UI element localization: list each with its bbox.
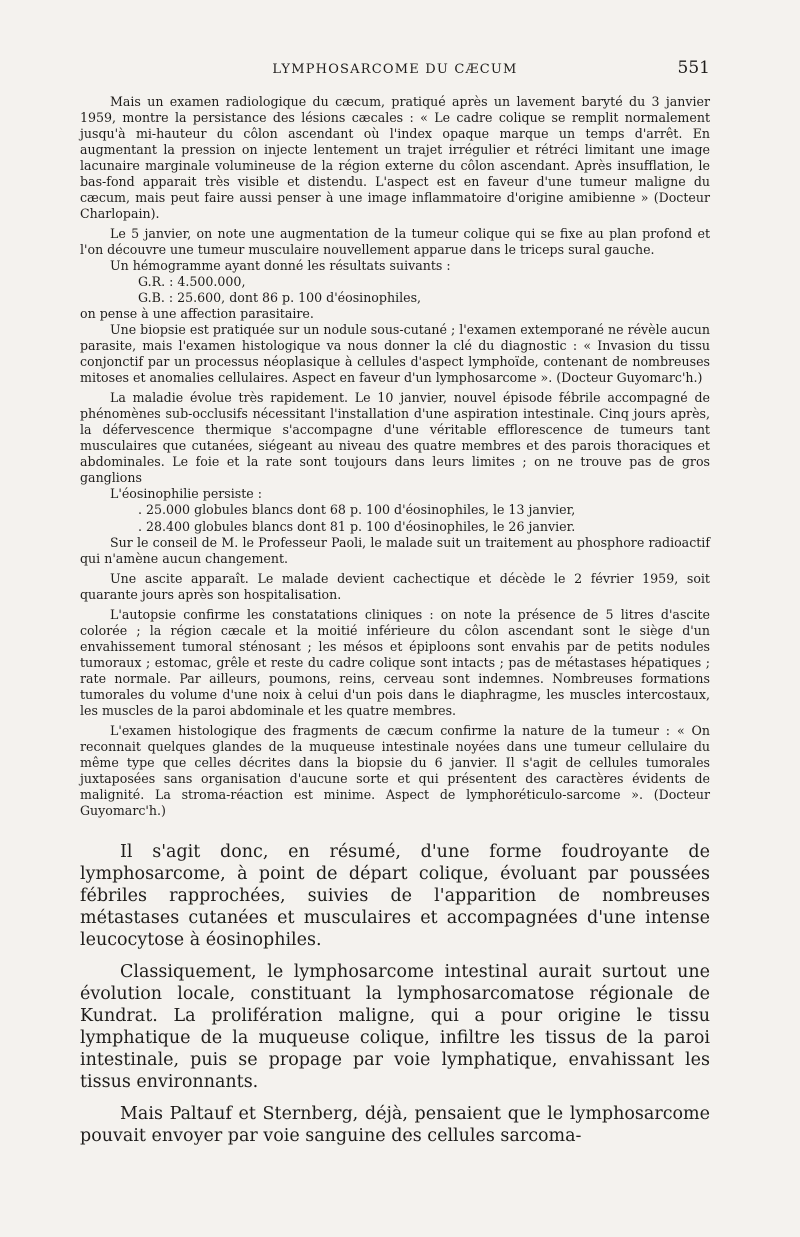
paragraph-parasitic: on pense à une affection parasitaire. — [80, 306, 314, 321]
hemogram-list — [80, 274, 710, 306]
eosinophilia-list — [80, 502, 710, 535]
paragraph-eosinophilia-intro: L'éosinophilie persiste : — [110, 486, 263, 501]
paragraph-jan5: Le 5 janvier, on note une augmentation de la tumeur colique qui se fixe au plan profond et l'on découvre une tumeur musculaire nouvellement apparue dans le triceps sural gauche. — [80, 226, 710, 257]
page-header — [80, 58, 710, 82]
paragraph-histology: L'examen histologique des fragments de cæcum confirme la nature de la tumeur : « On reconnait quelques glandes de la muqueuse intestinale noyées dans une tumeur cellulaire du même type que celles décrites dans la biopsie du 6 janvier. Il s'agit de cellules tumorales juxtaposées sans organisation d'aucune sorte et qui présentent des caractères évidents de malignité. La stroma-réaction est minime. Aspect de lymphoréticulo-sarcome ». (Docteur Guyomarc'h.) — [80, 723, 710, 818]
paragraph-radiology: Mais un examen radiologique du cæcum, pratiqué après un lavement baryté du 3 janvier 1959, montre la persistance des lésions cæcales : « Le cadre colique se remplit normalement jusqu'à mi-hauteur du côlon ascendant où l'index opaque marque un temps d'arrêt. En augmentant la pression on injecte lentement un trajet irrégulier et rétréci limitant une image lacunaire marginale volumineuse de la région externe du côlon ascendant. Après insufflation, le bas-fond apparait très visible et distendu. L'aspect est en faveur d'une tumeur maligne du cæcum, mais peut faire aussi penser à une image inflammatoire d'origine amibienne » (Docteur Charlopain). — [80, 94, 710, 221]
eosinophilia-row-2: . 28.400 globules blancs dont 81 p. 100 d'éosinophiles, le 26 janvier. — [138, 518, 576, 534]
case-report-small-text — [80, 94, 710, 819]
discussion-large-text — [80, 841, 710, 1147]
paragraph-biopsy: Une biopsie est pratiquée sur un nodule sous-cutané ; l'examen extemporané ne révèle aucun parasite, mais l'examen histologique va nous donner la clé du diagnostic : « Invasion du tissu conjonctif par un processus néoplasique à cellules d'aspect lymphoïde, contenant de nombreuses mitoses et anomalies cellulaires. Aspect en faveur d'un lymphosarcome ». (Docteur Guyomarc'h.) — [80, 322, 710, 385]
page-number: 551 — [677, 58, 710, 78]
paragraph-classical: Classiquement, le lymphosarcome intestinal aurait surtout une évolution locale, constituant la lymphosarcomatose régionale de Kundrat. La prolifération maligne, qui a pour origine le tissu lymphatique de la muqueuse colique, infiltre les tissus de la paroi intestinale, puis se propage par voie lymphatique, envahissant les tissus environnants. — [80, 962, 710, 1092]
paragraph-evolution: La maladie évolue très rapidement. Le 10 janvier, nouvel épisode fébrile accompagné de phénomènes sub-occlusifs nécessitant l'installation d'une aspiration intestinale. Cinq jours après, la défervescence thermique s'accompagne d'une véritable efflorescence de tumeurs tant musculaires que cutanées, siégeant au niveau des quatre membres et des parois thoraciques et abdominales. Le foie et la rate sont toujours dans leurs limites ; on ne trouve pas de gros ganglions — [80, 390, 710, 485]
paragraph-death: Une ascite apparaît. Le malade devient cachectique et décède le 2 février 1959, soit quarante jours après son hospitalisation. — [80, 571, 710, 602]
paragraph-autopsy: L'autopsie confirme les constatations cliniques : on note la présence de 5 litres d'ascite colorée ; la région cæcale et la moitié inférieure du côlon ascendant sont le siège d'un envahissement tumoral sténosant ; les mésos et épiploons sont envahis par de petits nodules tumoraux ; estomac, grêle et reste du cadre colique sont intacts ; pas de métastases hépatiques ; rate normale. Par ailleurs, poumons, reins, cerveau sont indemnes. Nombreuses formations tumorales du volume d'une noix à celui d'un pois dans le diaphragme, les muscles intercostaux, les muscles de la paroi abdominale et les quatre membres. — [80, 607, 710, 718]
hemogram-row-gr: G.R. : 4.500.000, — [138, 274, 246, 289]
paragraph-paltauf: Mais Paltauf et Sternberg, déjà, pensaient que le lymphosarcome pouvait envoyer par voie sanguine des cellules sarcoma- — [80, 1104, 710, 1146]
paragraph-hemogram-intro: Un hémogramme ayant donné les résultats suivants : — [110, 258, 451, 273]
eosinophilia-row-1: . 25.000 globules blancs dont 68 p. 100 d'éosinophiles, le 13 janvier, — [138, 502, 576, 517]
paragraph-treatment: Sur le conseil de M. le Professeur Paoli, le malade suit un traitement au phosphore radioactif qui n'amène aucun changement. — [80, 535, 710, 566]
page-body — [80, 94, 710, 1147]
paragraph-summary: Il s'agit donc, en résumé, d'une forme foudroyante de lymphosarcome, à point de départ colique, évoluant par poussées fébriles rapprochées, suivies de l'apparition de nombreuses métastases cutanées et musculaires et accompagnées d'une intense leucocytose à éosinophiles. — [80, 842, 710, 950]
running-title: LYMPHOSARCOME DU CÆCUM — [272, 62, 518, 77]
hemogram-row-gb: G.B. : 25.600, dont 86 p. 100 d'éosinophiles, — [138, 290, 422, 305]
